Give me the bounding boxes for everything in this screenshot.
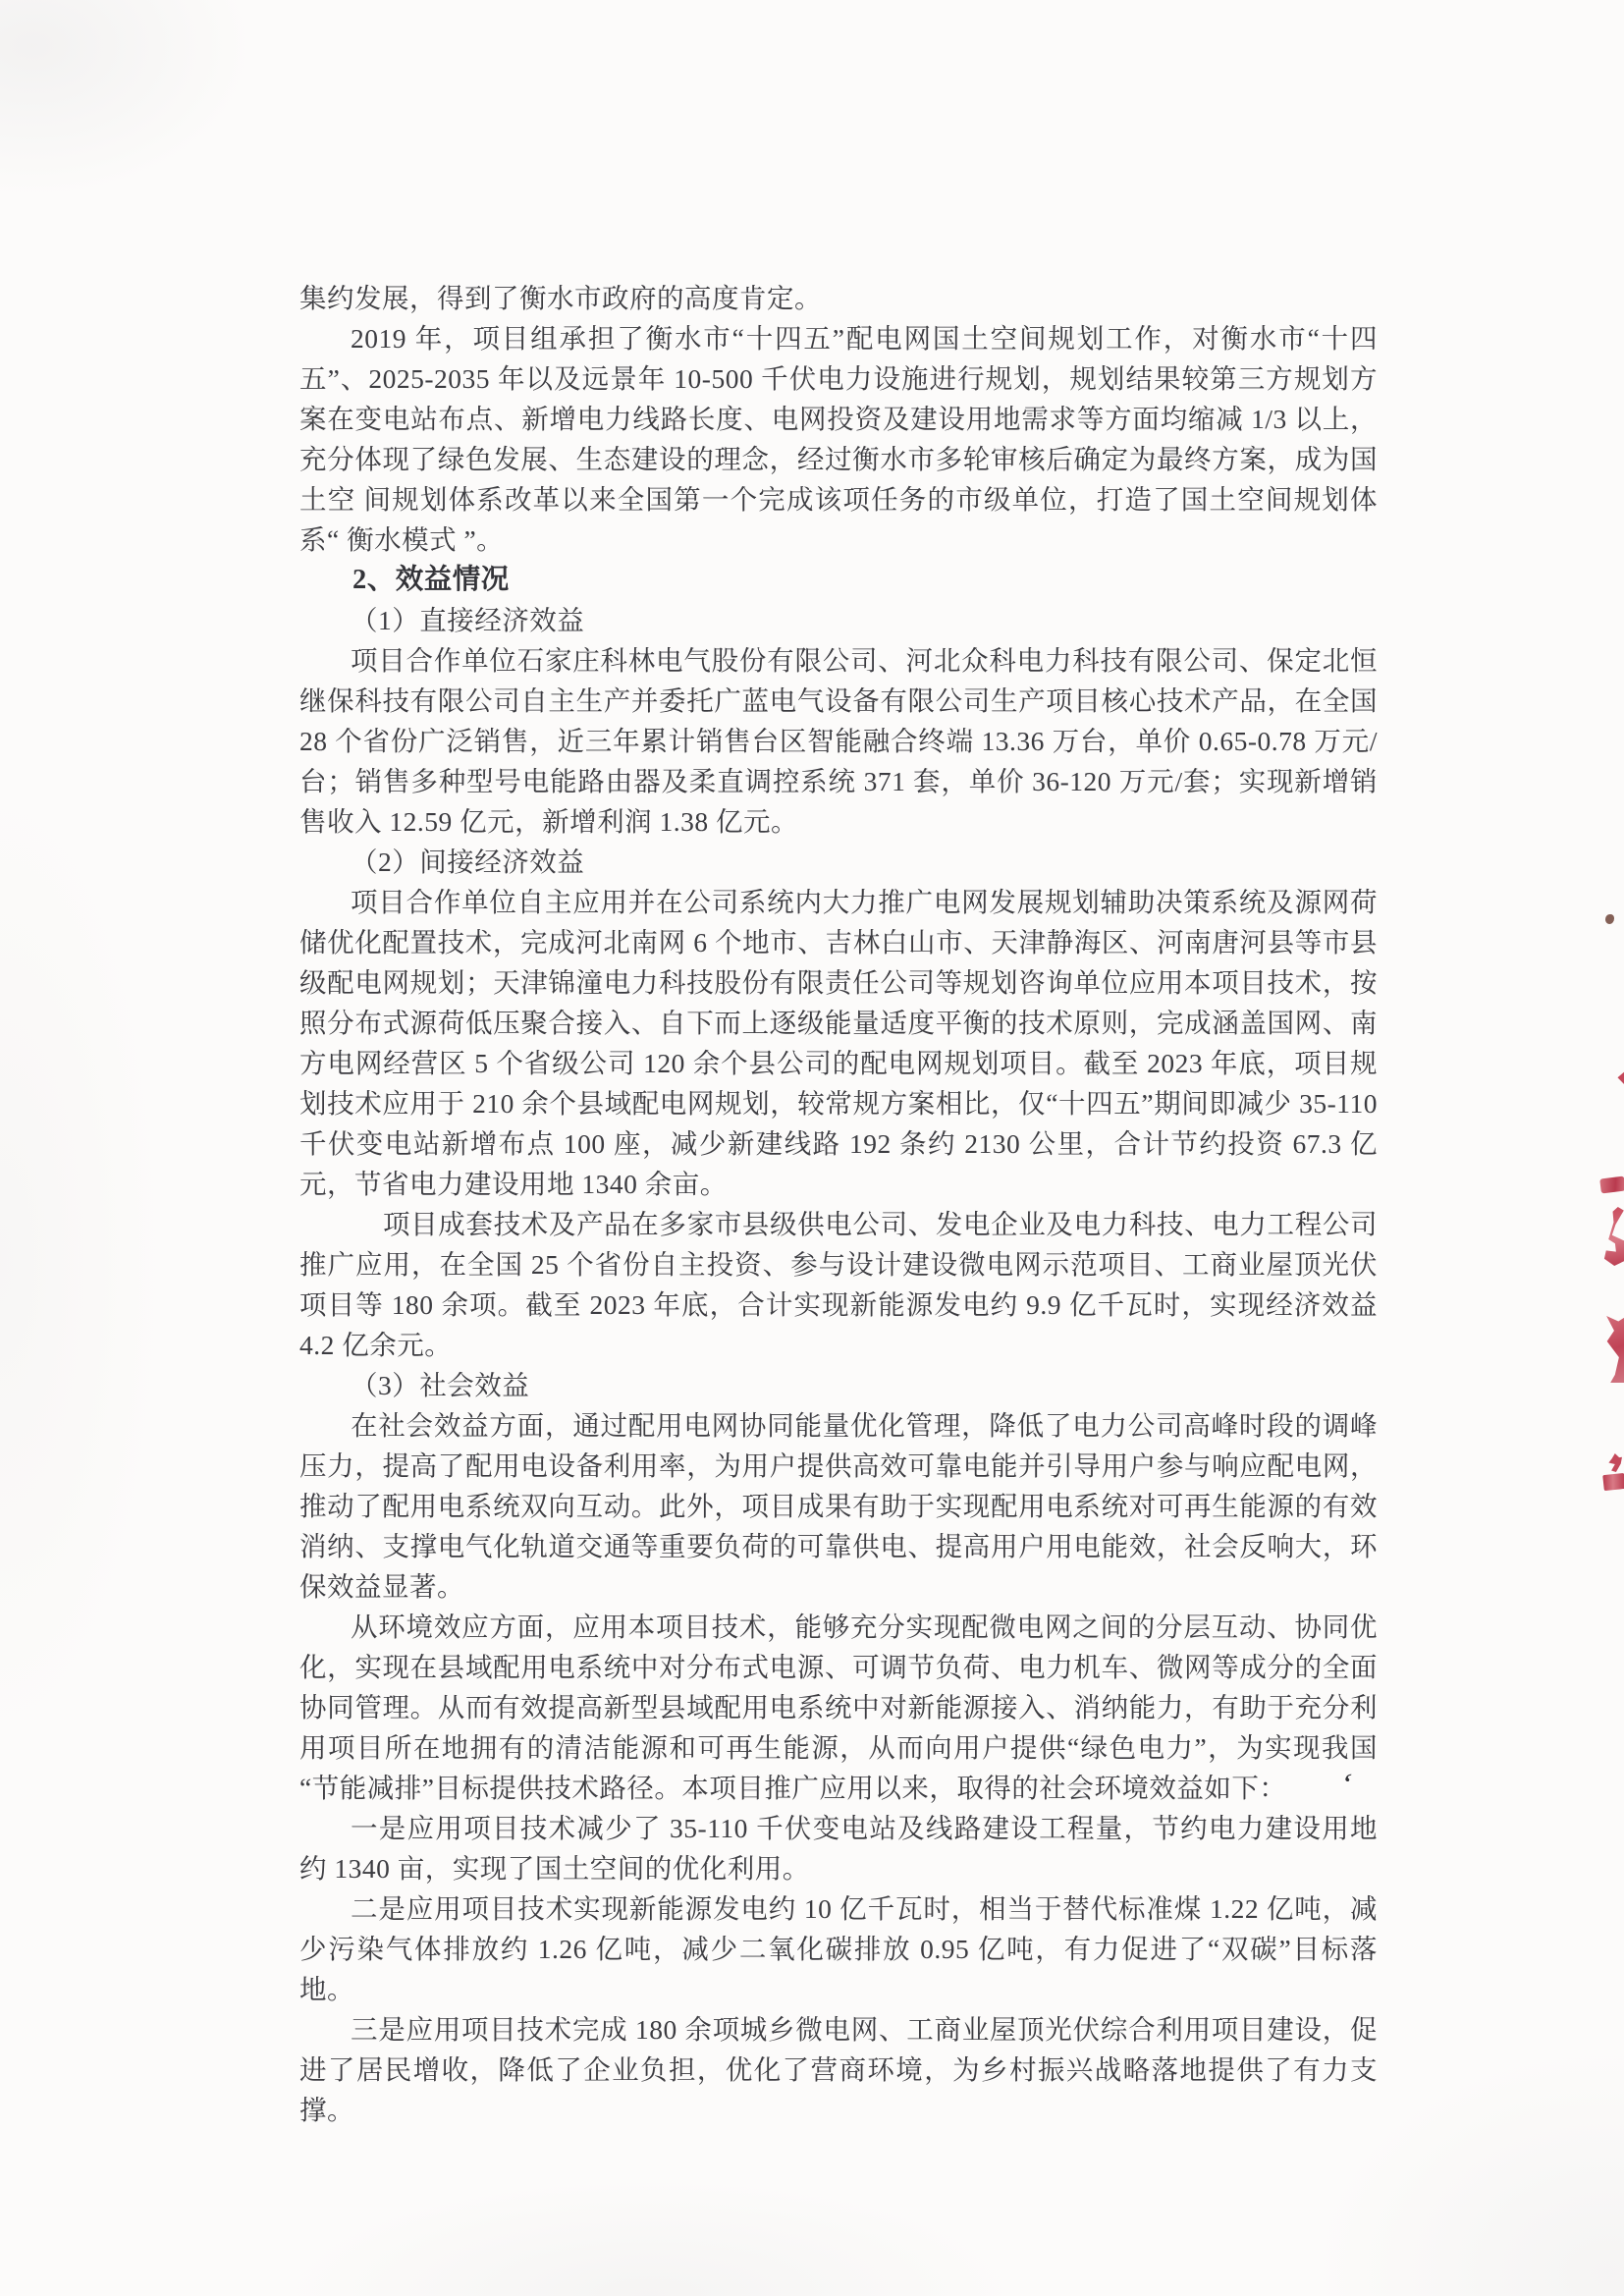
- paragraph-indirect-economic-benefit: 项目合作单位自主应用并在公司系统内大力推广电网发展规划辅助决策系统及源网荷储优化配置技术，完成河北南网 6 个地市、吉林白山市、天津静海区、河南唐河县等市县级配电网规划；天津锦潼电力科技股份有限责任公司等规划咨询单位应用本项目技术，按照分布式源荷低压聚合接入、自下而上逐级能量适度平衡的技术原则，完成涵盖国网、南方电网经营区 5 个省级公司 120 余个县公司的配电网规划项目。截至 2023 年底，项目规划技术应用于 210 余个县域配电网规划，较常规方案相比，仅“十四五”期间即减少 35-110 千伏变电站新增布点 100 座，减少新建线路 192 条约 2130 公里，合计节约投资 67.3 亿元，节省电力建设用地 1340 余亩。: [299, 887, 1378, 1199]
- paragraph-environmental-effect: 从环境效应方面，应用本项目技术，能够充分实现配微电网之间的分层互动、协同优化，实现在县域配用电系统中对分布式电源、可调节负荷、电力机车、微网等成分的全面协同管理。从而有效提高新型县域配用电系统中对新能源接入、消纳能力，有助于充分利用项目所在地拥有的清洁能源和可再生能源，从而向用户提供“绿色电力”，为实现我国“节能减排”目标提供技术路径。本项目推广应用以来，取得的社会环境效益如下：: [299, 1612, 1378, 1803]
- section-heading-benefits: 2、效益情况: [352, 565, 510, 595]
- paragraph-complete-technology-products: 项目成套技术及产品在多家市县级供电公司、发电企业及电力科技、电力工程公司推广应用，在全国 25 个省份自主投资、参与设计建设微电网示范项目、工商业屋顶光伏项目等 180 余项。截至 2023 年底，合计实现新能源发电约 9.9 亿千瓦时，实现经济效益 4.2 亿余元。: [299, 1209, 1378, 1360]
- paragraph-benefit-item-2: 二是应用项目技术实现新能源发电约 10 亿千瓦时，相当于替代标准煤 1.22 亿吨，减少污染气体排放约 1.26 亿吨，减少二氧化碳排放 0.95 亿吨，有力促进了“双碳”目标落地。: [299, 1893, 1378, 2004]
- paragraph-direct-economic-benefit: 项目合作单位石家庄科林电气股份有限公司、河北众科电力科技有限公司、保定北恒继保科技有限公司自主生产并委托广蓝电气设备有限公司生产项目核心技术产品，在全国 28 个省份广泛销售，近三年累计销售台区智能融合终端 13.36 万台，单价 0.65-0.78 万元/台；销售多种型号电能路由器及柔直调控系统 371 套，单价 36-120 万元/套；实现新增销售收入 12.59 亿元，新增利润 1.38 亿元。: [299, 645, 1378, 837]
- paragraph-continuation: 集约发展，得到了衡水市政府的高度肯定。: [299, 283, 822, 313]
- paragraph-benefit-item-1: 一是应用项目技术减少了 35-110 千伏变电站及线路建设工程量，节约电力建设用地约 1340 亩，实现了国土空间的优化利用。: [299, 1813, 1378, 1884]
- paragraph-benefit-item-3: 三是应用项目技术完成 180 余项城乡微电网、工商业屋顶光伏综合利用项目建设，促进了居民增收，降低了企业负担，优化了营商环境，为乡村振兴战略落地提供了有力支撑。: [299, 2014, 1378, 2125]
- red-ink-fragment-3: [1601, 1207, 1624, 1266]
- document-body: [299, 278, 1378, 2130]
- red-ink-fragment-5: [1606, 1453, 1622, 1472]
- red-ink-fragment-4: [1598, 1316, 1624, 1383]
- subheading-direct-economic-benefit: （1）直接经济效益: [351, 605, 585, 635]
- red-ink-fragment-6: [1602, 1473, 1624, 1491]
- subheading-social-benefit: （3）社会效益: [351, 1370, 530, 1400]
- paragraph-social-benefit: 在社会效益方面，通过配用电网协同能量优化管理，降低了电力公司高峰时段的调峰压力，提高了配用电设备利用率，为用户提供高效可靠电能并引导用户参与响应配电网，推动了配用电系统双向互动。此外，项目成果有助于实现配用电系统对可再生能源的有效消纳、支撑电气化轨道交通等重要负荷的可靠供电、提高用户用电能效，社会反响大，环保效益显著。: [299, 1410, 1378, 1602]
- paper-speck: [1605, 914, 1614, 924]
- subheading-indirect-economic-benefit: （2）间接经济效益: [351, 847, 585, 877]
- red-ink-fragment-2: [1599, 1176, 1624, 1194]
- stray-pen-mark: ʻ: [1336, 1765, 1356, 1802]
- red-ink-fragment-1: [1616, 1070, 1624, 1086]
- paragraph-2019-planning: 2019 年，项目组承担了衡水市“十四五”配电网国土空间规划工作，对衡水市“十四五”、2025-2035 年以及远景年 10-500 千伏电力设施进行规划，规划结果较第三方规划方案在变电站布点、新增电力线路长度、电网投资及建设用地需求等方面均缩减 1/3 以上，充分体现了绿色发展、生态建设的理念，经过衡水市多轮审核后确定为最终方案，成为国土空 间规划体系改革以来全国第一个完成该项任务的市级单位，打造了国土空间规划体系“ 衡水模式 ”。: [299, 323, 1378, 555]
